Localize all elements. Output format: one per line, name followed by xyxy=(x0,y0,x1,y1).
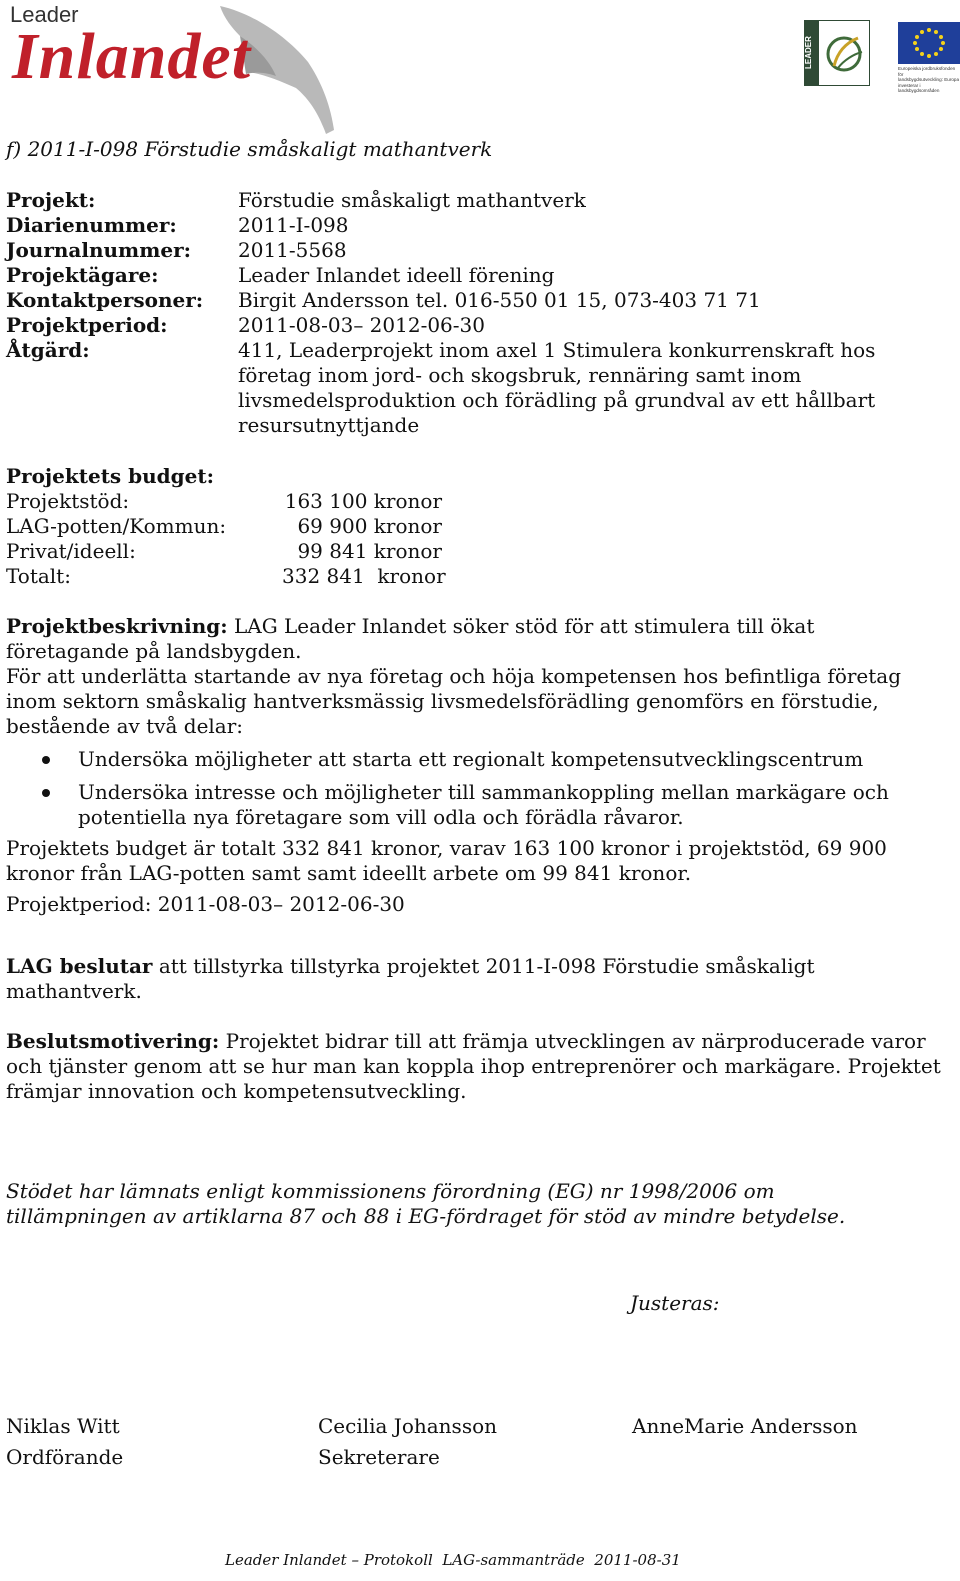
budget-label-privat: Privat/ideell: xyxy=(6,539,136,563)
info-value-projektagare: Leader Inlandet ideell förening xyxy=(238,263,555,287)
eu-logo xyxy=(898,22,960,102)
budget-summary-line: Projektets budget är totalt 332 841 kronor, varav 163 100 kronor i projektstöd, 69 900 xyxy=(6,836,887,860)
bullet-item-continuation: potentiella nya företagare som vill odla och förädla råvaror. xyxy=(78,805,684,829)
atgard-line: livsmedelsproduktion och förädling på grundval av ett hållbart xyxy=(238,388,876,412)
section-heading: f) 2011-I-098 Förstudie småskaligt mathantverk xyxy=(6,137,493,161)
signatory-name: Niklas Witt xyxy=(6,1414,120,1438)
bullet-icon xyxy=(42,756,50,764)
budget-value-lag-potten: 69 900 kronor xyxy=(297,514,442,538)
info-value-projekt: Förstudie småskaligt mathantverk xyxy=(238,188,586,212)
info-key-atgard: Åtgärd: xyxy=(6,338,90,362)
regulation-line: tillämpningen av artiklarna 87 och 88 i EG-fördraget för stöd av mindre betydelse. xyxy=(6,1204,846,1228)
budget-value-privat: 99 841 kronor xyxy=(297,539,442,563)
info-value-kontaktpersoner: Birgit Andersson tel. 016-550 01 15, 073-403 71 71 xyxy=(238,288,761,312)
info-value-journalnummer: 2011-5568 xyxy=(238,238,347,262)
logo-small-text: Leader xyxy=(10,2,79,27)
regulation-line: Stödet har lämnats enligt kommissionens förordning (EG) nr 1998/2006 om xyxy=(6,1179,775,1203)
motivation-first-line: Beslutsmotivering: Projektet bidrar till att främja utvecklingen av närproducerade varor xyxy=(6,1029,926,1053)
description-first-line: Projektbeskrivning: LAG Leader Inlandet söker stöd för att stimulera till ökat xyxy=(6,614,815,638)
bullet-item: Undersöka intresse och möjligheter till sammankoppling mellan markägare och xyxy=(78,780,889,804)
bullet-item: Undersöka möjligheter att starta ett regionalt kompetensutvecklingscentrum xyxy=(78,747,864,771)
atgard-line: resursutnyttjande xyxy=(238,413,420,437)
signatory-name: AnneMarie Andersson xyxy=(632,1414,858,1438)
info-key-projektperiod: Projektperiod: xyxy=(6,313,168,337)
leader-eu-logo xyxy=(804,20,870,86)
budget-title: Projektets budget: xyxy=(6,464,214,488)
signatory-role: Sekreterare xyxy=(318,1445,440,1469)
motivation-line: främjar innovation och kompetensutveckling. xyxy=(6,1079,467,1103)
atgard-line: företag inom jord- och skogsbruk, rennäring samt inom xyxy=(238,363,802,387)
info-key-kontaktpersoner: Kontaktpersoner: xyxy=(6,288,204,312)
budget-label-lag-potten: LAG-potten/Kommun: xyxy=(6,514,227,538)
signatory-role: Ordförande xyxy=(6,1445,124,1469)
info-value-projektperiod: 2011-08-03– 2012-06-30 xyxy=(238,313,485,337)
description-line: inom sektorn småskalig hantverksmässig livsmedelsförädling genomförs en förstudie, xyxy=(6,689,879,713)
info-value-diarienummer: 2011-I-098 xyxy=(238,213,349,237)
info-key-projektagare: Projektägare: xyxy=(6,263,159,287)
bullet-icon xyxy=(42,789,50,797)
signatory-name: Cecilia Johansson xyxy=(318,1414,498,1438)
description-line: bestående av två delar: xyxy=(6,714,244,738)
info-key-projekt: Projekt: xyxy=(6,188,96,212)
budget-value-totalt: 332 841 kronor xyxy=(282,564,446,588)
leader-inlandet-logo xyxy=(8,2,348,142)
badge-vertical-text: LEADER xyxy=(804,36,813,70)
info-key-diarienummer: Diarienummer: xyxy=(6,213,177,237)
eu-caption: Europeiska jordbruksfonden för landsbygdsutveckling: Europa investerar i landsbygdsområden xyxy=(898,66,960,94)
decision-first-line: LAG beslutar att tillstyrka tillstyrka projektet 2011-I-098 Förstudie småskaligt xyxy=(6,954,815,978)
eu-flag-icon xyxy=(898,22,960,68)
project-period-line: Projektperiod: 2011-08-03– 2012-06-30 xyxy=(6,892,405,916)
budget-label-totalt: Totalt: xyxy=(6,564,71,588)
decision-label: LAG beslutar xyxy=(6,954,153,978)
justeras-label: Justeras: xyxy=(630,1291,720,1315)
budget-label-projektstod: Projektstöd: xyxy=(6,489,130,513)
page-footer: Leader Inlandet – Protokoll LAG-sammanträde 2011-08-31 xyxy=(225,1551,681,1569)
logo-large-text: Inlandet xyxy=(12,20,252,93)
info-key-journalnummer: Journalnummer: xyxy=(6,238,192,262)
motivation-label: Beslutsmotivering: xyxy=(6,1029,220,1053)
motivation-line: och tjänster genom att se hur man kan koppla ihop entreprenörer och markägare. Projektet xyxy=(6,1054,941,1078)
decision-line: mathantverk. xyxy=(6,979,142,1003)
budget-summary-line: kronor från LAG-potten samt samt ideellt arbete om 99 841 kronor. xyxy=(6,861,692,885)
budget-value-projektstod: 163 100 kronor xyxy=(284,489,442,513)
description-line: För att underlätta startande av nya företag och höja kompetensen hos befintliga företag xyxy=(6,664,902,688)
description-label: Projektbeskrivning: xyxy=(6,614,228,638)
atgard-line: 411, Leaderprojekt inom axel 1 Stimulera konkurrenskraft hos xyxy=(238,338,876,362)
description-line: företagande på landsbygden. xyxy=(6,639,302,663)
